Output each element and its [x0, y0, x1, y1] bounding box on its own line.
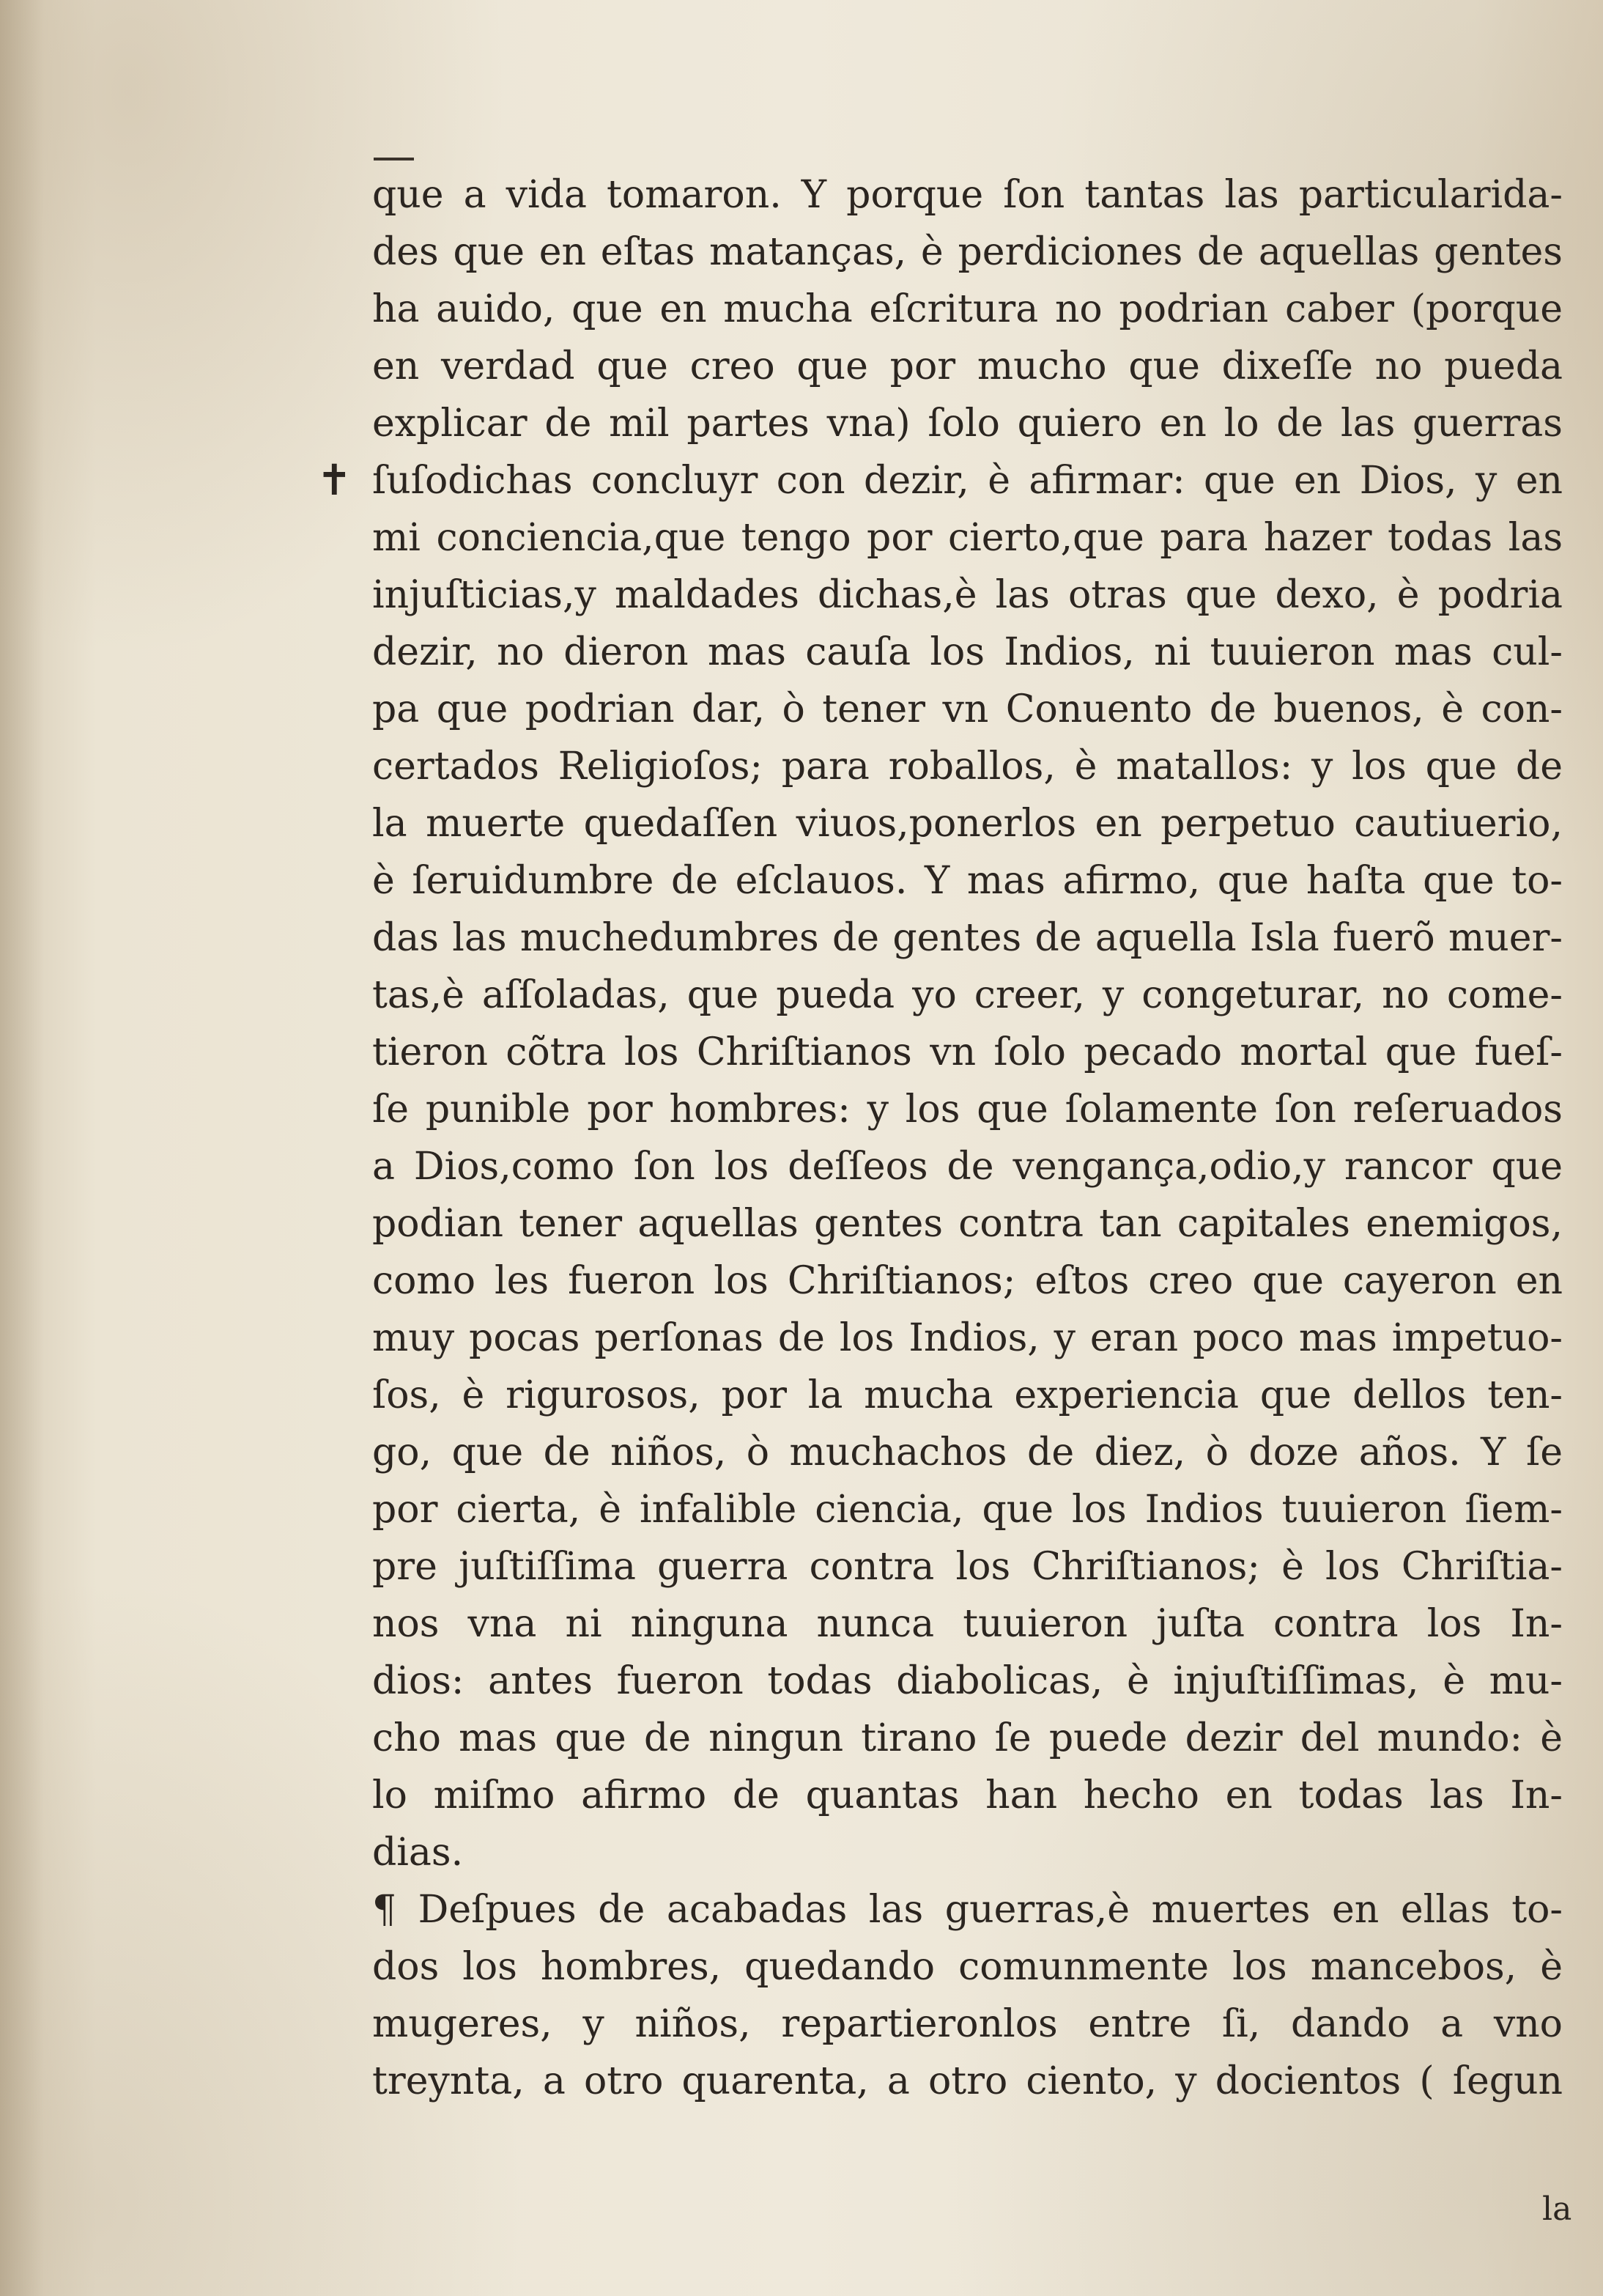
text-line: ſos, è rigurosos, por la mucha experiencia que dellos ten-	[372, 1373, 1563, 1417]
text-line: des que en eſtas matanças, è perdiciones de aquellas gentes	[372, 230, 1563, 274]
text-line: è ſeruidumbre de eſclauos. Y mas afirmo, que haſta que to-	[372, 859, 1563, 903]
text-line: como les fueron los Chriſtianos; eſtos creo que cayeron en	[372, 1259, 1563, 1303]
text-line: que a vida tomaron. Y porque ſon tantas las particularida-	[372, 173, 1563, 217]
text-line: podian tener aquellas gentes contra tan capitales enemigos,	[372, 1202, 1563, 1246]
text-line: go, que de niños, ò muchachos de diez, ò doze años. Y ſe	[372, 1431, 1563, 1474]
marginal-cross-mark: ✝	[316, 455, 352, 505]
text-line: cho mas que de ningun tirano ſe puede dezir del mundo: è	[372, 1716, 1563, 1760]
text-line: dios: antes fueron todas diabolicas, è injuſtiſſimas, è mu-	[372, 1659, 1563, 1703]
text-line: das las muchedumbres de gentes de aquella Isla fuerõ muer-	[372, 916, 1563, 960]
text-line: nos vna ni ninguna nunca tuuieron juſta contra los In-	[372, 1602, 1563, 1646]
text-line: en verdad que creo que por mucho que dixeſſe no pueda	[372, 344, 1563, 388]
header-rule	[374, 158, 414, 160]
text-line: ha auido, que en mucha eſcritura no podrian caber (porque	[372, 287, 1563, 331]
text-line: por cierta, è infalible ciencia, que los Indios tuuieron ſiem-	[372, 1488, 1563, 1532]
text-line: mugeres, y niños, repartieronlos entre ſi, dando a vno	[372, 2002, 1563, 2046]
text-line: la muerte quedaſſen viuos,ponerlos en perpetuo cautiuerio,	[372, 802, 1563, 846]
text-line: dos los hombres, quedando comunmente los mancebos, è	[372, 1945, 1563, 1989]
text-line: mi conciencia,que tengo por cierto,que para hazer todas las	[372, 516, 1563, 560]
page-edge-shadow	[0, 0, 44, 2296]
text-line: tieron cõtra los Chriſtianos vn ſolo pecado mortal que fueſ-	[372, 1030, 1563, 1074]
text-line: a Dios,como ſon los deſſeos de vengança,odio,y rancor que	[372, 1145, 1563, 1189]
text-line: pa que podrian dar, ò tener vn Conuento de buenos, è con-	[372, 687, 1563, 731]
text-line: pre juſtiſſima guerra contra los Chriſtianos; è los Chriſtia-	[372, 1545, 1563, 1589]
text-line: lo miſmo afirmo de quantas han hecho en todas las In-	[372, 1773, 1563, 1817]
text-line: explicar de mil partes vna) ſolo quiero en lo de las guerras	[372, 402, 1563, 446]
text-line: certados Religioſos; para roballos, è matallos: y los que de	[372, 745, 1563, 789]
text-line: ſe punible por hombres: y los que ſolamente ſon reſeruados	[372, 1088, 1563, 1132]
text-line: injuſticias,y maldades dichas,è las otras que dexo, è podria	[372, 573, 1563, 617]
paragraph-start-line: ¶ Deſpues de acabadas las guerras,è muertes en ellas to-	[372, 1888, 1563, 1932]
text-line: treynta, a otro quarenta, a otro ciento, y docientos ( ſegun	[372, 2059, 1563, 2103]
text-line: dezir, no dieron mas cauſa los Indios, ni tuuieron mas cul-	[372, 630, 1563, 674]
text-line: ſuſodichas concluyr con dezir, è afirmar: que en Dios, y en	[372, 459, 1563, 503]
text-line: muy pocas perſonas de los Indios, y eran poco mas impetuo-	[372, 1316, 1563, 1360]
text-line: dias.	[372, 1831, 464, 1875]
text-line: tas,è aſſoladas, que pueda yo creer, y congeturar, no come-	[372, 973, 1563, 1017]
catchword: la	[1542, 2190, 1572, 2228]
